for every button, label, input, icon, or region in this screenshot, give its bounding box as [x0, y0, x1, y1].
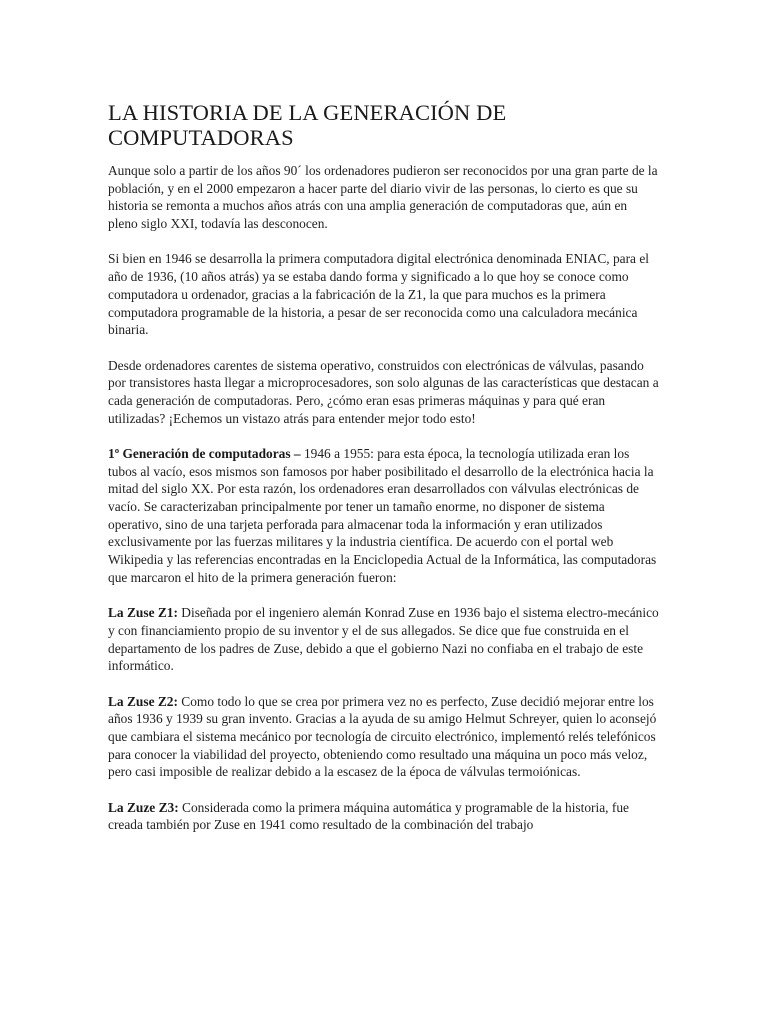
paragraph-intro	[108, 162, 660, 233]
paragraph-text: Desde ordenadores carentes de sistema operativo, construidos con electrónicas de válvulas, pasando por transistores hasta llegar a microprocesadores, son solo algunas de las características que destacan a cada generación de computadoras. Pero, ¿cómo eran esas primeras máquinas y para qué eran utilizadas? ¡Echemos un vistazo atrás para entender mejor todo esto!	[108, 357, 659, 426]
paragraph-zuse-z1	[108, 604, 660, 675]
paragraph-eniac	[108, 250, 660, 339]
paragraph-text: 1946 a 1955: para esta época, la tecnología utilizada eran los tubos al vacío, esos mismos son famosos por haber posibilitado el desarrollo de la electrónica hacia la mitad del siglo XX. Por esta razón, los ordenadores eran desarrollados con válvulas electrónicas de vacío. Se caracterizaban principalmente por tener un tamaño enorme, no disponer de sistema operativo, sino de una tarjeta perforada para almacenar toda la información y eran utilizados exclusivamente por las fuerzas militares y la industria científica. De acuerdo con el portal web Wikipedia y las referencias encontradas en la Enciclopedia Actual de la Informática, las computadoras que marcaron el hito de la primera generación fueron:	[108, 445, 657, 585]
paragraph-zuse-z2	[108, 693, 660, 782]
paragraph-text: Si bien en 1946 se desarrolla la primera computadora digital electrónica denominada ENIAC, para el año de 1936, (10 años atrás) ya se estaba dando forma y significado a lo que hoy se conoce como computadora u ordenador, gracias a la fabricación de la Z1, la que para muchos es la primera computadora programable de la historia, a pesar de ser reconocida como una calculadora mecánica binaria.	[108, 251, 650, 338]
document-page	[108, 100, 660, 852]
paragraph-text: Como todo lo que se crea por primera vez no es perfecto, Zuse decidió mejorar entre los años 1936 y 1939 su gran invento. Gracias a la ayuda de su amigo Helmut Schreyer, quien lo aconsejó que cambiara el sistema mecánico por tecnología de circuito electrónico, implementó relés telefónicos para conocer la viabilidad del proyecto, obteniendo como resultado una máquina un poco más veloz, pero casi imposible de realizar debido a la escasez de la época de válvulas termoiónicas.	[108, 693, 657, 780]
paragraph-lead: La Zuse Z1:	[108, 605, 178, 621]
paragraph-lead: La Zuse Z2:	[108, 693, 178, 709]
paragraph-text: Diseñada por el ingeniero alemán Konrad Zuse en 1936 bajo el sistema electro-mecánico y con financiamiento propio de su inventor y el de sus allegados. Se dice que fue construida en el departamento de los padres de Zuse, debido a que el gobierno Nazi no confiaba en el trabajo de este informático.	[108, 605, 659, 674]
paragraph-text: Considerada como la primera máquina automática y programable de la historia, fue creada también por Zuse en 1941 como resultado de la combinación del trabajo	[108, 799, 629, 833]
document-title: LA HISTORIA DE LA GENERACIÓN DE COMPUTADORAS	[108, 100, 507, 150]
paragraph-generations	[108, 357, 660, 428]
paragraph-first-generation	[108, 445, 660, 587]
paragraph-text: Aunque solo a partir de los años 90´ los ordenadores pudieron ser reconocidos por una gran parte de la población, y en el 2000 empezaron a hacer parte del diario vivir de las personas, lo cierto es que su historia se remonta a muchos años atrás con una amplia generación de computadoras que, aún en pleno siglo XXI, todavía las desconocen.	[108, 163, 658, 232]
paragraph-lead: La Zuze Z3:	[108, 799, 179, 815]
paragraph-zuze-z3	[108, 799, 660, 834]
paragraph-lead: 1º Generación de computadoras –	[108, 445, 301, 461]
